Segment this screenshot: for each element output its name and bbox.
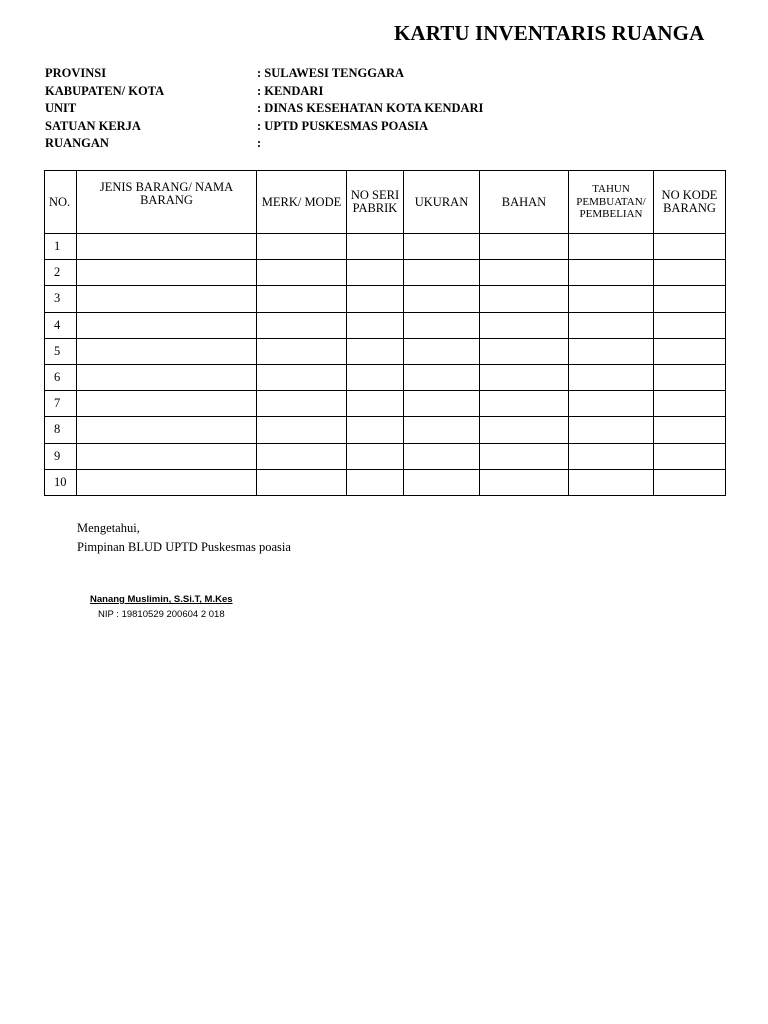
header-ukuran: UKURAN	[404, 171, 480, 234]
cell-jenis-barang[interactable]	[77, 234, 257, 260]
cell-tahun[interactable]	[569, 364, 654, 390]
cell-jenis-barang[interactable]	[77, 417, 257, 443]
info-value: : KENDARI	[257, 83, 324, 98]
row-number: 6	[45, 364, 77, 390]
signature-block	[77, 519, 291, 557]
cell-no-seri[interactable]	[347, 469, 404, 495]
cell-ukuran[interactable]	[404, 338, 480, 364]
cell-no-kode[interactable]	[654, 469, 726, 495]
cell-merk[interactable]	[257, 312, 347, 338]
cell-jenis-barang[interactable]	[77, 391, 257, 417]
table-row	[45, 338, 726, 364]
cell-no-seri[interactable]	[347, 234, 404, 260]
cell-no-seri[interactable]	[347, 364, 404, 390]
cell-jenis-barang[interactable]	[77, 260, 257, 286]
cell-no-seri[interactable]	[347, 286, 404, 312]
signature-position: Pimpinan BLUD UPTD Puskesmas poasia	[77, 540, 291, 554]
cell-merk[interactable]	[257, 260, 347, 286]
cell-merk[interactable]	[257, 234, 347, 260]
cell-tahun[interactable]	[569, 469, 654, 495]
row-number: 2	[45, 260, 77, 286]
row-number: 5	[45, 338, 77, 364]
cell-no-seri[interactable]	[347, 338, 404, 364]
cell-tahun[interactable]	[569, 417, 654, 443]
cell-merk[interactable]	[257, 443, 347, 469]
signer-name: Nanang Muslimin, S.Si.T, M.Kes	[90, 594, 233, 605]
inventory-table	[44, 170, 726, 496]
table-row	[45, 391, 726, 417]
header-jenis-barang: JENIS BARANG/ NAMA BARANG	[77, 171, 257, 234]
cell-ukuran[interactable]	[404, 417, 480, 443]
cell-no-seri[interactable]	[347, 443, 404, 469]
cell-no-kode[interactable]	[654, 338, 726, 364]
cell-ukuran[interactable]	[404, 286, 480, 312]
table-row	[45, 312, 726, 338]
table-row	[45, 234, 726, 260]
cell-bahan[interactable]	[480, 417, 569, 443]
cell-tahun[interactable]	[569, 391, 654, 417]
cell-jenis-barang[interactable]	[77, 286, 257, 312]
row-number: 4	[45, 312, 77, 338]
cell-bahan[interactable]	[480, 469, 569, 495]
cell-no-kode[interactable]	[654, 391, 726, 417]
cell-bahan[interactable]	[480, 260, 569, 286]
cell-merk[interactable]	[257, 391, 347, 417]
cell-merk[interactable]	[257, 417, 347, 443]
header-no-seri: NO SERI PABRIK	[347, 171, 404, 234]
cell-no-kode[interactable]	[654, 443, 726, 469]
cell-ukuran[interactable]	[404, 391, 480, 417]
row-number: 3	[45, 286, 77, 312]
header-no-kode: NO KODE BARANG	[654, 171, 726, 234]
cell-no-seri[interactable]	[347, 391, 404, 417]
signer-nip: NIP : 19810529 200604 2 018	[98, 609, 225, 620]
header-merk: MERK/ MODE	[257, 171, 347, 234]
table-row	[45, 443, 726, 469]
row-number: 7	[45, 391, 77, 417]
document-title: KARTU INVENTARIS RUANGA	[394, 21, 705, 45]
cell-no-kode[interactable]	[654, 286, 726, 312]
cell-no-kode[interactable]	[654, 234, 726, 260]
table-body	[45, 234, 726, 496]
cell-jenis-barang[interactable]	[77, 469, 257, 495]
row-number: 1	[45, 234, 77, 260]
cell-ukuran[interactable]	[404, 234, 480, 260]
table-row	[45, 417, 726, 443]
cell-tahun[interactable]	[569, 286, 654, 312]
table-row	[45, 286, 726, 312]
row-number: 9	[45, 443, 77, 469]
cell-ukuran[interactable]	[404, 443, 480, 469]
info-label: RUANGAN	[45, 136, 109, 150]
info-value: :	[257, 136, 262, 150]
cell-bahan[interactable]	[480, 234, 569, 260]
cell-bahan[interactable]	[480, 286, 569, 312]
signer-block	[90, 592, 233, 622]
header-no: NO.	[45, 171, 77, 234]
cell-no-kode[interactable]	[654, 417, 726, 443]
cell-bahan[interactable]	[480, 338, 569, 364]
cell-ukuran[interactable]	[404, 469, 480, 495]
info-label: KABUPATEN/ KOTA	[45, 83, 165, 98]
info-label: SATUAN KERJA	[45, 118, 141, 133]
cell-tahun[interactable]	[569, 312, 654, 338]
table-header-row	[45, 171, 726, 234]
cell-merk[interactable]	[257, 364, 347, 390]
cell-jenis-barang[interactable]	[77, 443, 257, 469]
cell-ukuran[interactable]	[404, 364, 480, 390]
cell-merk[interactable]	[257, 469, 347, 495]
cell-merk[interactable]	[257, 286, 347, 312]
cell-bahan[interactable]	[480, 364, 569, 390]
signature-acknowledged: Mengetahui,	[77, 521, 140, 535]
cell-merk[interactable]	[257, 338, 347, 364]
cell-no-kode[interactable]	[654, 364, 726, 390]
cell-jenis-barang[interactable]	[77, 338, 257, 364]
cell-tahun[interactable]	[569, 260, 654, 286]
cell-ukuran[interactable]	[404, 260, 480, 286]
row-number: 8	[45, 417, 77, 443]
cell-no-seri[interactable]	[347, 312, 404, 338]
cell-no-seri[interactable]	[347, 417, 404, 443]
cell-no-kode[interactable]	[654, 260, 726, 286]
cell-jenis-barang[interactable]	[77, 312, 257, 338]
table-row	[45, 469, 726, 495]
table-row	[45, 364, 726, 390]
cell-ukuran[interactable]	[404, 312, 480, 338]
cell-tahun[interactable]	[569, 443, 654, 469]
cell-no-kode[interactable]	[654, 312, 726, 338]
row-number: 10	[45, 469, 77, 495]
cell-no-seri[interactable]	[347, 260, 404, 286]
header-tahun: TAHUN PEMBUATAN/ PEMBELIAN	[569, 171, 654, 234]
cell-bahan[interactable]	[480, 391, 569, 417]
cell-jenis-barang[interactable]	[77, 364, 257, 390]
info-value: : DINAS KESEHATAN KOTA KENDARI	[257, 101, 484, 115]
cell-tahun[interactable]	[569, 234, 654, 260]
cell-bahan[interactable]	[480, 312, 569, 338]
info-value: : SULAWESI TENGGARA	[257, 66, 405, 80]
cell-tahun[interactable]	[569, 338, 654, 364]
header-bahan: BAHAN	[480, 171, 569, 234]
table-row	[45, 260, 726, 286]
info-value: : UPTD PUSKESMAS POASIA	[257, 118, 429, 133]
info-label: PROVINSI	[45, 66, 107, 80]
info-label: UNIT	[45, 101, 77, 115]
cell-bahan[interactable]	[480, 443, 569, 469]
